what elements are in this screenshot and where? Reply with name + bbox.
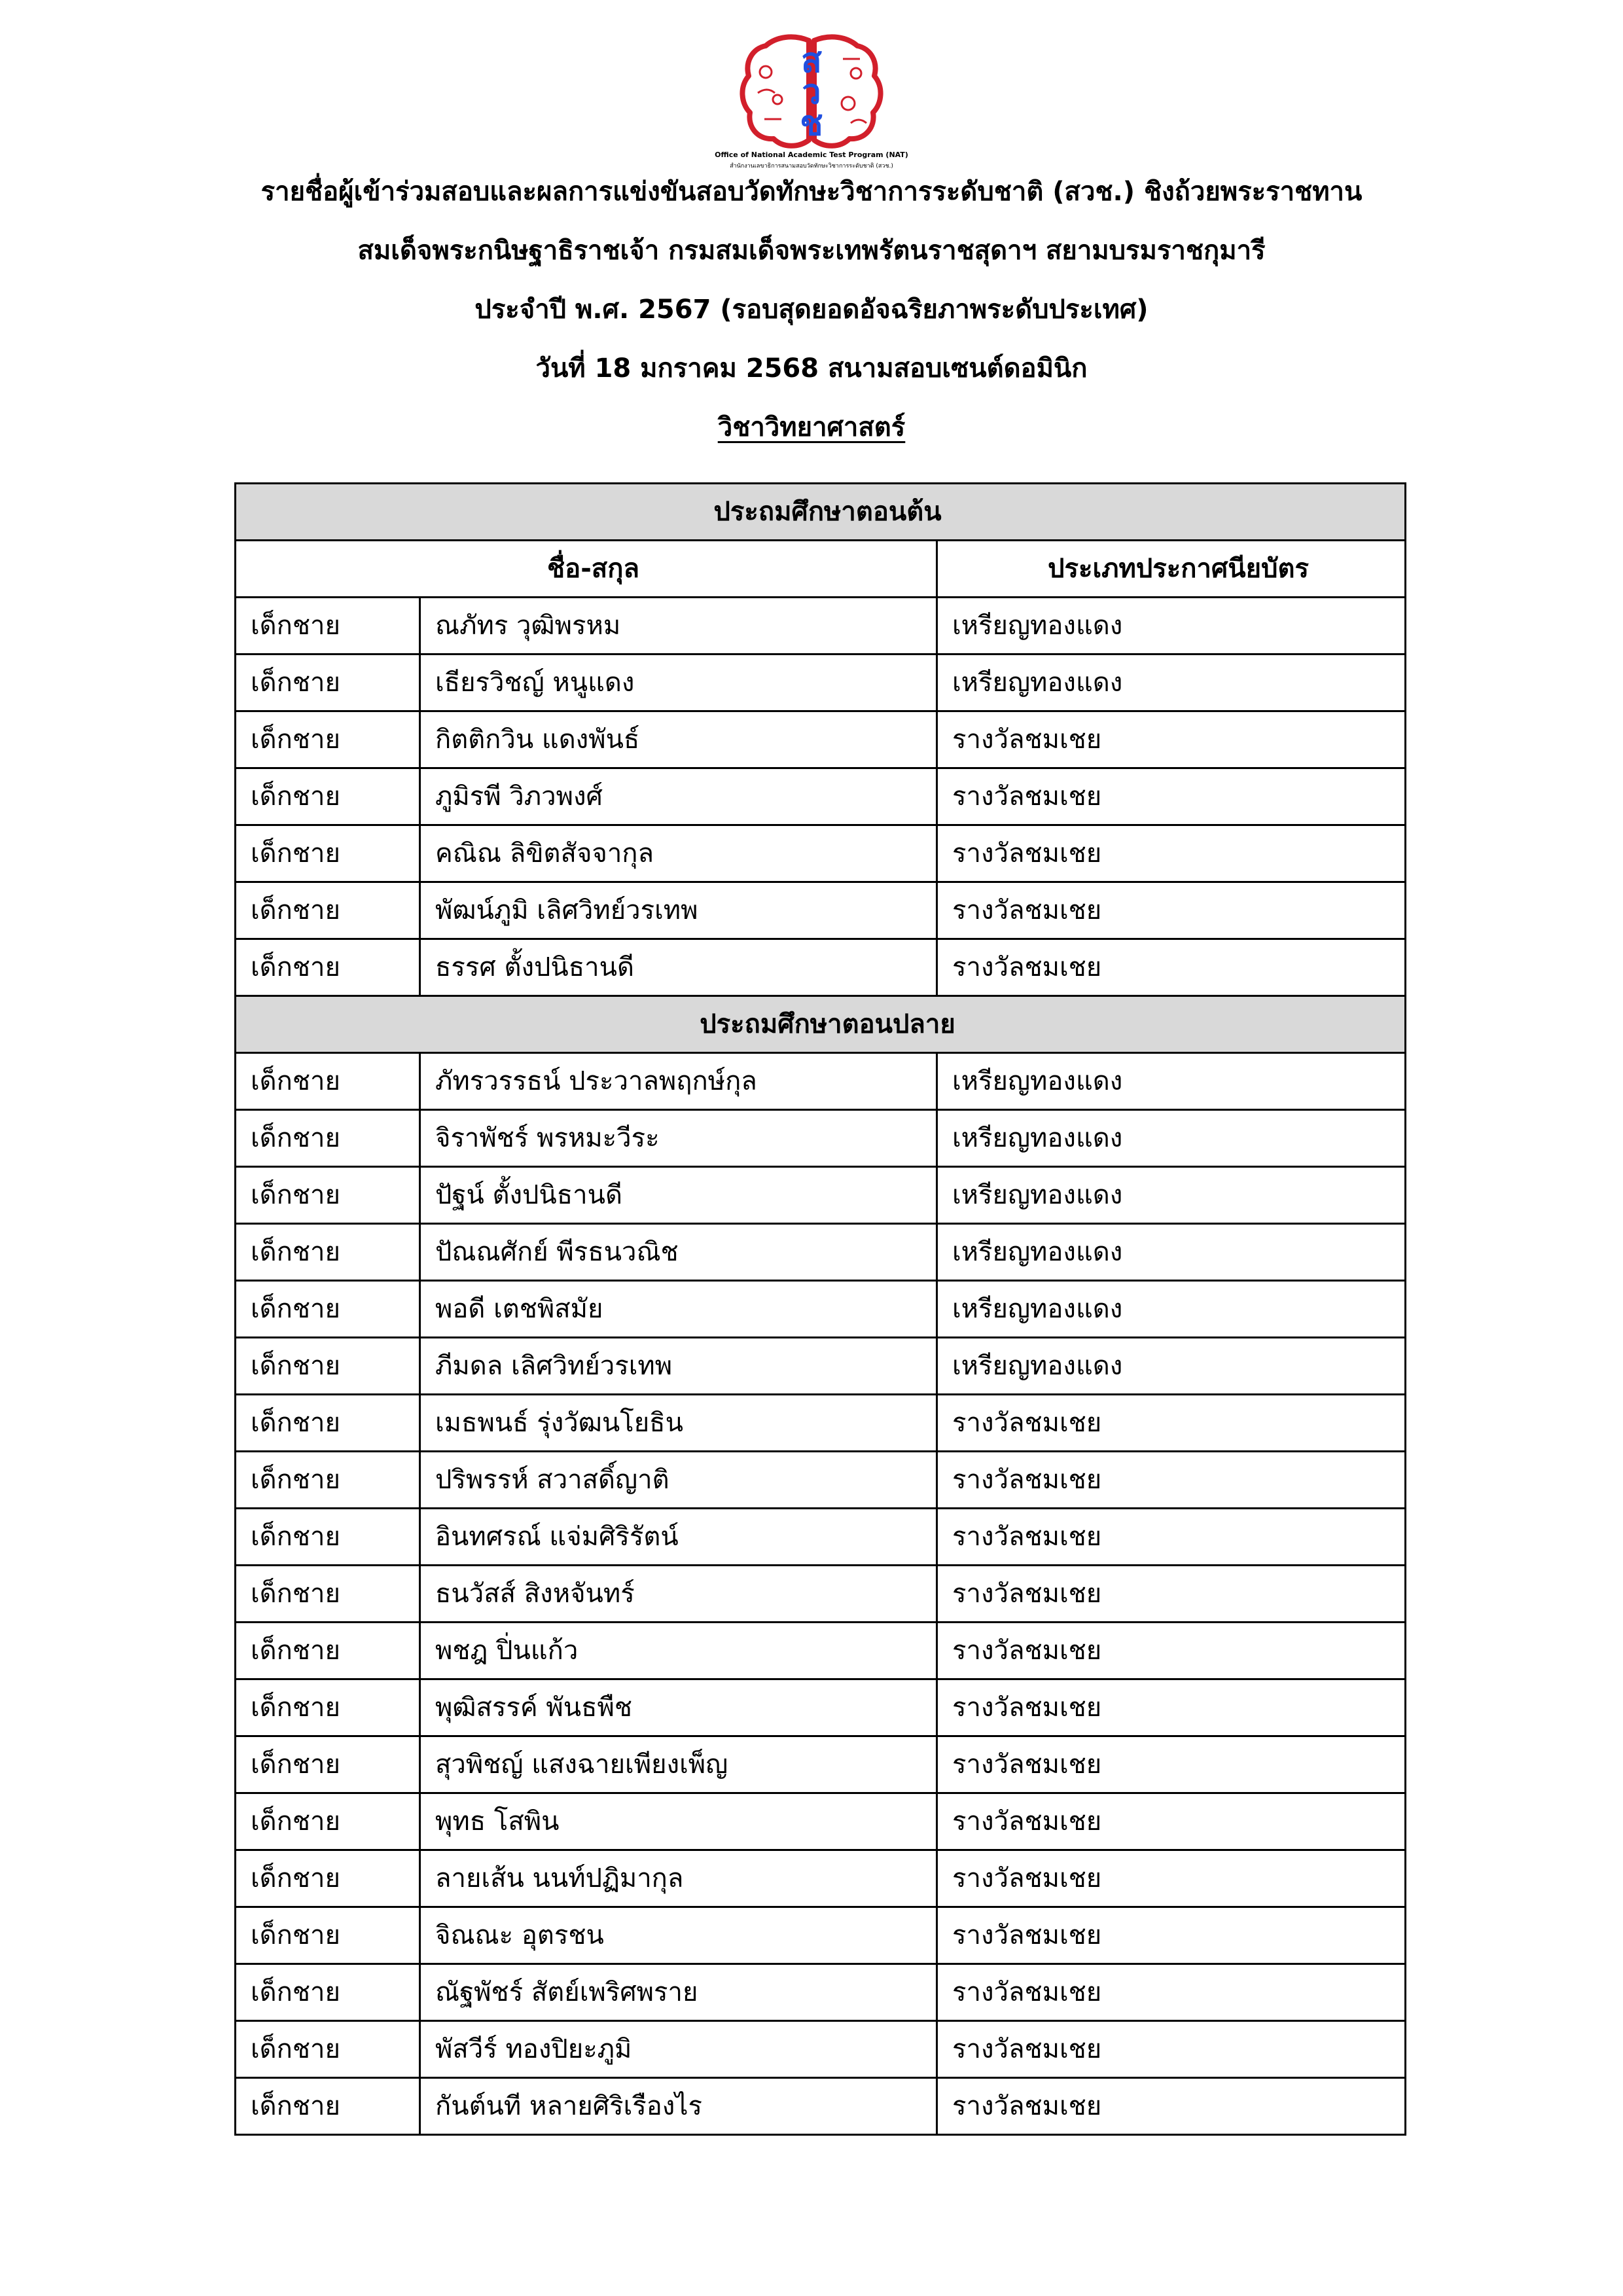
cell-name: พุฒิสรรค์ พันธพืช	[420, 1679, 937, 1736]
cell-name: ลายเส้น นนท์ปฏิมากุล	[420, 1850, 937, 1907]
cell-name: คณิณ ลิขิตสัจจากุล	[420, 825, 937, 882]
cell-prefix: เด็กชาย	[236, 882, 420, 939]
table-row	[236, 1907, 1406, 1964]
table-row	[236, 1509, 1406, 1566]
cell-prefix: เด็กชาย	[236, 1110, 420, 1167]
cell-prefix: เด็กชาย	[236, 1281, 420, 1338]
brain-right-hemisphere	[814, 37, 881, 145]
cell-prefix: เด็กชาย	[236, 1224, 420, 1281]
cell-prefix: เด็กชาย	[236, 939, 420, 996]
cell-name: จิณณะ อุตรชน	[420, 1907, 937, 1964]
section-title: ประถมศึกษาตอนปลาย	[236, 996, 1406, 1053]
table-row	[236, 939, 1406, 996]
logo-caption-en: Office of National Academic Test Program (NAT)	[715, 151, 908, 159]
cell-award: รางวัลชมเชย	[937, 1623, 1406, 1679]
cell-name: ปัณณศักย์ พีรธนวณิช	[420, 1224, 937, 1281]
cell-name: พุทธ โสพิน	[420, 1793, 937, 1850]
column-header-award: ประเภทประกาศนียบัตร	[937, 541, 1406, 598]
cell-prefix: เด็กชาย	[236, 598, 420, 655]
column-header-row	[236, 541, 1406, 598]
table-row	[236, 655, 1406, 711]
cell-award: รางวัลชมเชย	[937, 1395, 1406, 1452]
logo-letter-1: ส	[801, 41, 822, 81]
cell-name: ธรรศ ตั้งปนิธานดี	[420, 939, 937, 996]
heading-line-2: สมเด็จพระกนิษฐาธิราชเจ้า กรมสมเด็จพระเทพรัตนราชสุดาฯ สยามบรมราชกุมารี	[357, 236, 1266, 266]
cell-prefix: เด็กชาย	[236, 768, 420, 825]
subject-label: วิชาวิทยาศาสตร์	[717, 412, 906, 442]
table-row	[236, 1452, 1406, 1509]
cell-prefix: เด็กชาย	[236, 711, 420, 768]
cell-name: ภูมิรพี วิภวพงศ์	[420, 768, 937, 825]
cell-award: เหรียญทองแดง	[937, 655, 1406, 711]
cell-name: ภีมดล เลิศวิทย์วรเทพ	[420, 1338, 937, 1395]
table-row	[236, 1395, 1406, 1452]
subject-title	[0, 398, 1623, 457]
cell-name: ณัฐพัชร์ สัตย์เพริศพราย	[420, 1964, 937, 2021]
table-row	[236, 1053, 1406, 1110]
cell-award: รางวัลชมเชย	[937, 1509, 1406, 1566]
cell-prefix: เด็กชาย	[236, 1053, 420, 1110]
heading-line-3: ประจำปี พ.ศ. 2567 (รอบสุดยอดอัจฉริยภาพระดับประเทศ)	[474, 295, 1149, 325]
cell-name: ปริพรรห์ สวาสดิ์ญาติ	[420, 1452, 937, 1509]
cell-prefix: เด็กชาย	[236, 2021, 420, 2078]
cell-award: เหรียญทองแดง	[937, 1224, 1406, 1281]
heading-line-1: รายชื่อผู้เข้าร่วมสอบและผลการแข่งขันสอบวัดทักษะวิชาการระดับชาติ (สวช.) ชิงถ้วยพระราชทาน	[260, 177, 1363, 207]
cell-prefix: เด็กชาย	[236, 1679, 420, 1736]
cell-name: กิตติกวิน แดงพันธ์	[420, 711, 937, 768]
cell-name: ภัทรวรรธน์ ประวาลพฤกษ์กุล	[420, 1053, 937, 1110]
cell-award: รางวัลชมเชย	[937, 768, 1406, 825]
table-row	[236, 1338, 1406, 1395]
cell-name: สุวพิชญ์ แสงฉายเพียงเพ็ญ	[420, 1736, 937, 1793]
table-row	[236, 1110, 1406, 1167]
cell-name: กันต์นที หลายศิริเรืองไร	[420, 2078, 937, 2135]
cell-prefix: เด็กชาย	[236, 1452, 420, 1509]
cell-prefix: เด็กชาย	[236, 1566, 420, 1623]
cell-prefix: เด็กชาย	[236, 1509, 420, 1566]
cell-award: รางวัลชมเชย	[937, 1566, 1406, 1623]
cell-award: รางวัลชมเชย	[937, 711, 1406, 768]
cell-award: รางวัลชมเชย	[937, 1736, 1406, 1793]
cell-award: เหรียญทองแดง	[937, 1281, 1406, 1338]
cell-prefix: เด็กชาย	[236, 1167, 420, 1224]
cell-prefix: เด็กชาย	[236, 1623, 420, 1679]
section-header-row	[236, 484, 1406, 541]
results-table-body	[236, 484, 1406, 2135]
table-row	[236, 2021, 1406, 2078]
cell-prefix: เด็กชาย	[236, 655, 420, 711]
document-heading	[0, 162, 1623, 457]
table-row	[236, 711, 1406, 768]
results-table	[234, 482, 1406, 2136]
cell-award: เหรียญทองแดง	[937, 598, 1406, 655]
table-row	[236, 2078, 1406, 2135]
cell-prefix: เด็กชาย	[236, 1395, 420, 1452]
cell-name: พอดี เตชพิสมัย	[420, 1281, 937, 1338]
table-row	[236, 1964, 1406, 2021]
table-row	[236, 1167, 1406, 1224]
section-title: ประถมศึกษาตอนต้น	[236, 484, 1406, 541]
cell-name: ปัฐน์ ตั้งปนิธานดี	[420, 1167, 937, 1224]
table-row	[236, 1850, 1406, 1907]
cell-award: เหรียญทองแดง	[937, 1338, 1406, 1395]
cell-award: รางวัลชมเชย	[937, 1964, 1406, 2021]
table-row	[236, 1793, 1406, 1850]
cell-name: ณภัทร วุฒิพรหม	[420, 598, 937, 655]
cell-award: รางวัลชมเชย	[937, 939, 1406, 996]
column-header-name: ชื่อ-สกุล	[236, 541, 937, 598]
nat-logo	[715, 33, 908, 174]
cell-award: เหรียญทองแดง	[937, 1110, 1406, 1167]
cell-award: รางวัลชมเชย	[937, 882, 1406, 939]
cell-award: รางวัลชมเชย	[937, 1679, 1406, 1736]
table-row	[236, 825, 1406, 882]
cell-award: รางวัลชมเชย	[937, 2021, 1406, 2078]
cell-award: รางวัลชมเชย	[937, 2078, 1406, 2135]
cell-award: เหรียญทองแดง	[937, 1167, 1406, 1224]
cell-prefix: เด็กชาย	[236, 1907, 420, 1964]
section-header-row	[236, 996, 1406, 1053]
cell-name: พัฒน์ภูมิ เลิศวิทย์วรเทพ	[420, 882, 937, 939]
cell-award: รางวัลชมเชย	[937, 1452, 1406, 1509]
logo-letter-3: ช	[800, 104, 823, 143]
table-row	[236, 768, 1406, 825]
cell-prefix: เด็กชาย	[236, 1338, 420, 1395]
cell-prefix: เด็กชาย	[236, 825, 420, 882]
cell-award: รางวัลชมเชย	[937, 1907, 1406, 1964]
table-row	[236, 1623, 1406, 1679]
cell-award: รางวัลชมเชย	[937, 1793, 1406, 1850]
table-row	[236, 1679, 1406, 1736]
cell-name: พัสวีร์ ทองปิยะภูมิ	[420, 2021, 937, 2078]
table-row	[236, 1736, 1406, 1793]
table-row	[236, 1281, 1406, 1338]
cell-prefix: เด็กชาย	[236, 1793, 420, 1850]
cell-name: เมธพนธ์ รุ่งวัฒนโยธิน	[420, 1395, 937, 1452]
cell-prefix: เด็กชาย	[236, 1850, 420, 1907]
cell-name: ธนวัสส์ สิงหจันทร์	[420, 1566, 937, 1623]
cell-award: รางวัลชมเชย	[937, 1850, 1406, 1907]
logo-letter-2: ว	[802, 73, 821, 112]
cell-award: เหรียญทองแดง	[937, 1053, 1406, 1110]
logo-caption-th: สำนักงานเลขาธิการสนามสอบวัดทักษะวิชาการระดับชาติ (สวช.)	[730, 163, 893, 170]
cell-prefix: เด็กชาย	[236, 2078, 420, 2135]
table-row	[236, 598, 1406, 655]
heading-line-4: วันที่ 18 มกราคม 2568 สนามสอบเซนต์ดอมินิก	[535, 353, 1088, 384]
table-row	[236, 1566, 1406, 1623]
cell-name: จิราพัชร์ พรหมะวีระ	[420, 1110, 937, 1167]
cell-name: อินทศรณ์ แจ่มศิริรัตน์	[420, 1509, 937, 1566]
cell-award: รางวัลชมเชย	[937, 825, 1406, 882]
table-row	[236, 1224, 1406, 1281]
cell-name: พชฎ ปิ่นแก้ว	[420, 1623, 937, 1679]
cell-prefix: เด็กชาย	[236, 1964, 420, 2021]
table-row	[236, 882, 1406, 939]
cell-name: เธียรวิชญ์ หนูแดง	[420, 655, 937, 711]
cell-prefix: เด็กชาย	[236, 1736, 420, 1793]
brain-left-hemisphere	[742, 37, 809, 145]
